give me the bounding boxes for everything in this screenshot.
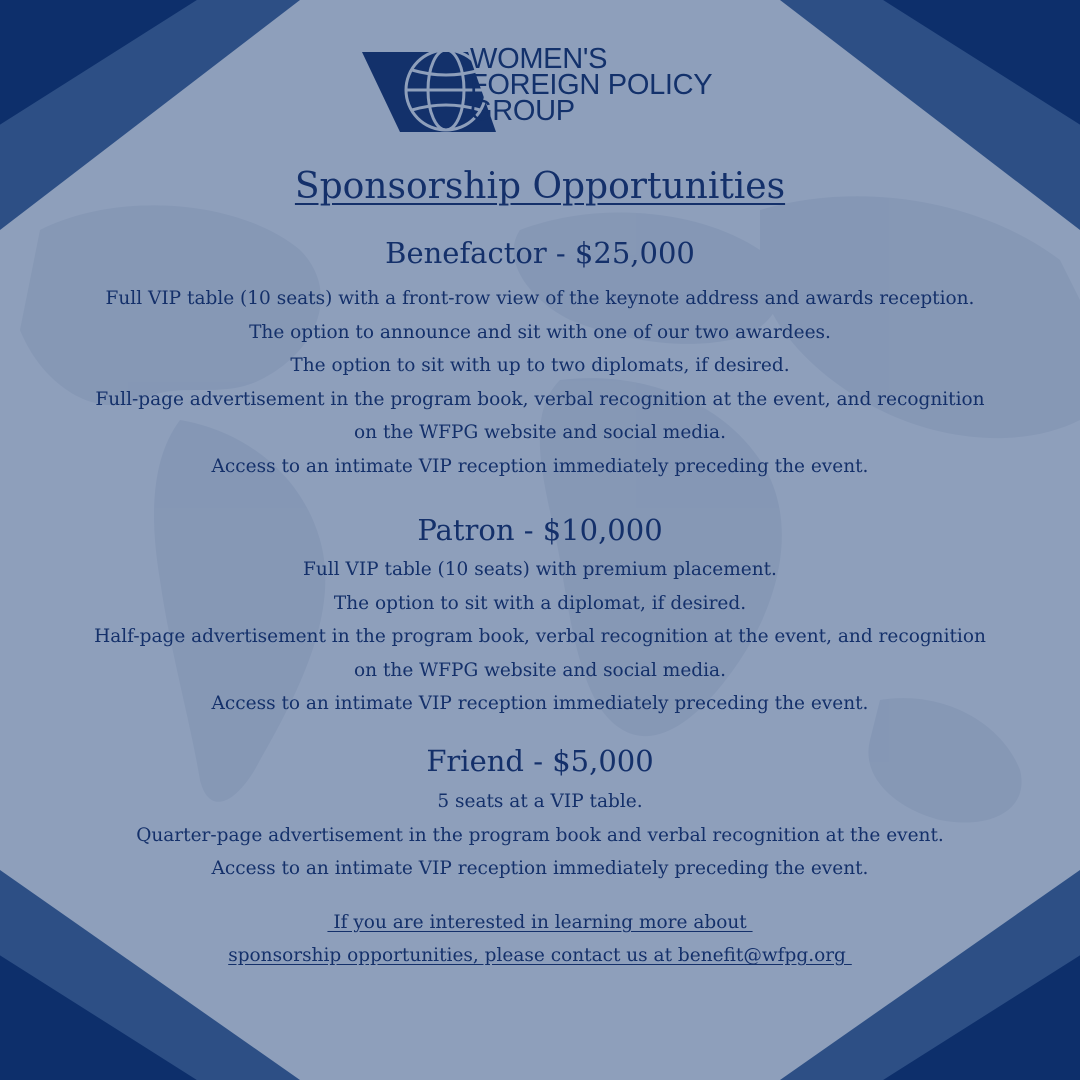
benefit-line: Full VIP table (10 seats) with a front-row view of the keynote address and awards reception.	[105, 288, 975, 309]
benefit-line: 5 seats at a VIP table.	[437, 791, 643, 812]
benefit-line: Full-page advertisement in the program book, verbal recognition at the event, and recognition	[95, 388, 985, 410]
logo-wordmark	[470, 43, 713, 127]
logo-line-2: FOREIGN POLICY	[470, 69, 713, 101]
benefit-line: The option to sit with a diplomat, if desired.	[333, 592, 747, 614]
tier-heading-friend: Friend - $5,000	[426, 744, 654, 778]
benefit-line: The option to sit with up to two diplomats, if desired.	[290, 355, 790, 376]
tier-benefits-patron	[40, 553, 1040, 721]
benefit-line: Full VIP table (10 seats) with premium placement.	[303, 559, 777, 580]
tier-benefits-friend	[40, 785, 1040, 886]
benefit-line: Quarter-page advertisement in the program book and verbal recognition at the event.	[136, 824, 944, 846]
tier-heading-patron: Patron - $10,000	[417, 513, 663, 547]
contact-line-1: If you are interested in learning more about	[327, 912, 753, 933]
benefit-line: Half-page advertisement in the program book, verbal recognition at the event, and recognition	[94, 626, 986, 647]
benefit-line: on the WFPG website and social media.	[354, 422, 726, 443]
contact-note	[40, 906, 1040, 972]
tier-benefits-benefactor	[40, 282, 1040, 483]
page-title: Sponsorship Opportunities	[294, 166, 786, 207]
tier-heading-benefactor: Benefactor - $25,000	[385, 236, 695, 270]
benefit-line: on the WFPG website and social media.	[354, 659, 726, 681]
benefit-line: The option to announce and sit with one of our two awardees.	[249, 321, 831, 343]
logo-line-3: GROUP	[470, 95, 575, 127]
benefit-line: Access to an intimate VIP reception immediately preceding the event.	[211, 693, 869, 714]
contact-line-2: sponsorship opportunities, please contact us at benefit@wfpg.org	[228, 945, 852, 966]
benefit-line: Access to an intimate VIP reception immediately preceding the event.	[211, 455, 869, 477]
benefit-line: Access to an intimate VIP reception immediately preceding the event.	[211, 858, 869, 879]
logo-line-1: WOMEN'S	[470, 43, 608, 75]
